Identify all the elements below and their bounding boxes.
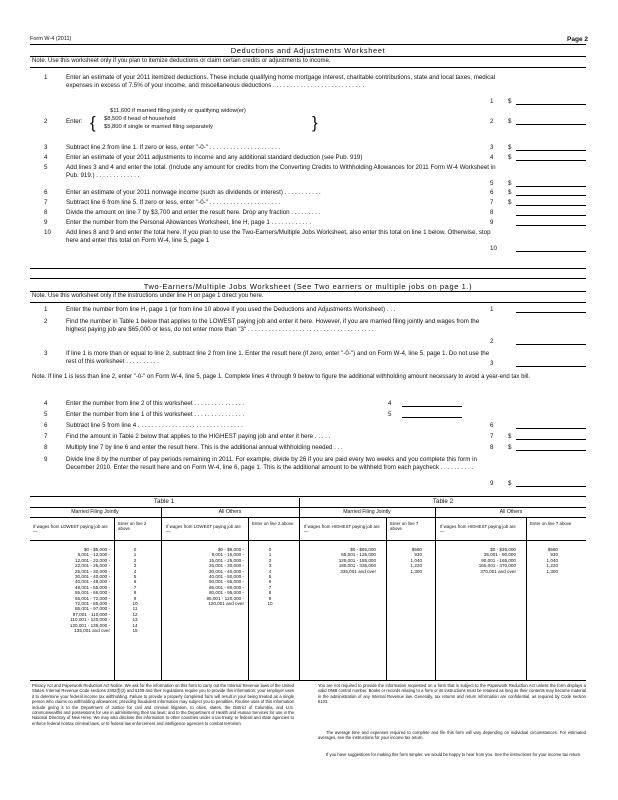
line-number: 2 bbox=[44, 118, 48, 125]
page-number: Page 2 bbox=[567, 36, 588, 43]
line-number: 3 bbox=[44, 350, 48, 357]
line-text: Subtract line 6 from line 5. If zero or less, enter "-0-" . . . . . . . . . . . . . . . . . . . . . bbox=[66, 199, 281, 206]
line-number: 7 bbox=[44, 433, 48, 440]
amount-field[interactable] bbox=[516, 189, 586, 196]
t2-mfj-wages: $0 - $65,000 65,001 - 125,000 125,001 - 185,000 185,001 - 335,000 335,001 and over bbox=[338, 547, 376, 574]
privacy-notice: Privacy Act and Paperwork Reduction Act Notice. We ask for the information on this form to carry out the Internal Revenue laws of the United States. Internal Revenue Code sections 3402(f)(2) and 6109 and their regulations require you to provide this information; your employer uses it to determine your federal income tax withholding. Failure to provide a properly completed form will result in your being treated as a single person who claims no withholding allowances; providing fraudulent information may subject you to penalties. Routine uses of this information include giving it to the Department of Justice for civil and criminal litigation, to cities, states, the District of Columbia, and U.S. commonwealths and possessions for use in administering their tax laws; and to the Department of Health and Human Services for use in the National Directory of New Hires. We may also disclose this information to other countries under a tax treaty, to federal and state agencies to enforce federal nontax criminal laws, or to federal law enforcement and intelligence agencies to combat terrorism. bbox=[32, 683, 294, 726]
right-line-number: 9 bbox=[490, 219, 494, 226]
line-text: Divide line 8 by the number of pay periods remaining in 2011. For example, divide by 26 if you are paid every two weeks and you complete this form in December 2010. Enter the result here and on Form W-4, line 6, page 1. This is the additional amount to be withheld from each paycheck . . . . . . . . . . bbox=[66, 456, 477, 471]
dollar-sign: $ bbox=[508, 118, 512, 125]
amount-field[interactable] bbox=[516, 444, 586, 451]
line-text: Add lines 8 and 9 and enter the total here. If you plan to use the Two-Earners/Multiple Jobs Worksheet, also enter this total on line 1 below. Otherwise, stop here and enter this total on Form W-4, line 5, page 1 bbox=[66, 229, 491, 244]
t2-mfj-enter-head: Enter on line 7 above bbox=[390, 521, 419, 532]
right-line-number: 1 bbox=[490, 306, 494, 313]
t1-oth-enter-head: Enter on line 2 above bbox=[252, 521, 294, 526]
two-note1: Note. Use this worksheet only if the instructions under line H on page 1 direct you here. bbox=[32, 293, 264, 299]
t2-mfj-wage-head: If wages from HIGHEST paying job are— bbox=[304, 524, 380, 535]
amount-field[interactable] bbox=[516, 306, 586, 313]
table2-title: Table 2 bbox=[432, 498, 454, 505]
ded-note: Note. Use this worksheet only if you plan to itemize deductions or claim certain credits or adjustments to income. bbox=[32, 58, 331, 64]
amount-field[interactable] bbox=[516, 338, 586, 345]
amount-field[interactable] bbox=[516, 360, 586, 367]
t1-oth-values: 0 1 2 3 4 5 6 7 8 9 10 bbox=[267, 547, 273, 607]
line-number: 2 bbox=[44, 318, 48, 325]
right-line-number: 10 bbox=[490, 245, 497, 252]
line-text: Divide the amount on line 7 by $3,700 and enter the result here. Drop any fraction . . . . . . . . . bbox=[66, 209, 321, 216]
amount-field[interactable] bbox=[516, 154, 586, 161]
right-line-number: 2 bbox=[490, 118, 494, 125]
right-line-number: 8 bbox=[490, 444, 494, 451]
time-notice: The average time and expenses required to complete and file this form will vary depending on individual circumstances. For estimated averages, see the instructions for your income tax return. bbox=[318, 730, 586, 741]
t2-oth-wage-head: If wages from HIGHEST paying job are— bbox=[440, 524, 516, 535]
amount-field[interactable] bbox=[516, 118, 586, 125]
right-line-number: 4 bbox=[490, 154, 494, 161]
brace-amount-hoh: $8,500 if head of household bbox=[104, 115, 176, 122]
line-text: Enter: bbox=[66, 118, 83, 125]
line-number: 10 bbox=[44, 229, 51, 236]
line-text: Enter an estimate of your 2011 nonwage income (such as dividends or interest) . . . . . . . . . . . bbox=[66, 189, 321, 196]
line-number: 1 bbox=[44, 306, 48, 313]
dollar-sign: $ bbox=[508, 199, 512, 206]
amount-field[interactable] bbox=[402, 400, 462, 407]
line-text: Find the number in Table 1 below that applies to the LOWEST paying job and enter it here. However, if you are married filing jointly and wages from the highest paying job are $65,000 or less, do not enter more than "3" . . . . . . . . . . . . . . . . . . . . . . . . . . . . . . . . . . . . . bbox=[66, 318, 480, 333]
dollar-sign: $ bbox=[508, 480, 512, 487]
right-line-number: 8 bbox=[490, 209, 494, 216]
t1-mfj-values: 0 1 2 3 4 5 6 7 8 9 10 11 12 13 14 15 bbox=[132, 547, 138, 634]
line-text: Subtract line 5 from line 4 . . . . . . . . . . . . . . . . . . . . . . . . . . . . . . . bbox=[66, 422, 243, 429]
amount-field[interactable] bbox=[516, 98, 586, 105]
amount-field[interactable] bbox=[402, 411, 462, 418]
t2-mfj-values: $560 930 1,040 1,220 1,300 bbox=[410, 547, 422, 574]
line-text: Enter an estimate of your 2011 itemized deductions. These include qualifying home mortgage interest, charitable contributions, state and local taxes, medical expenses in excess of 7.5% of your income, and miscellaneous deductions . . . . . . . . . . . . . . . . . . . . . . . . . . . bbox=[66, 74, 496, 89]
right-line-number: 6 bbox=[490, 189, 494, 196]
amount-field[interactable] bbox=[516, 219, 586, 226]
line-number: 6 bbox=[44, 422, 48, 429]
t2-oth-wages: $0 - $35,000 35,001 - 90,000 90,001 - 165,000 165,001 - 370,000 370,001 and over bbox=[478, 547, 516, 574]
dollar-sign: $ bbox=[508, 144, 512, 151]
line-number: 6 bbox=[44, 189, 48, 196]
dollar-sign: $ bbox=[508, 444, 512, 451]
brace-amount-single: $5,800 if single or married filing separately bbox=[104, 123, 213, 130]
amount-field[interactable] bbox=[516, 480, 586, 487]
t2-oth-enter-head: Enter on line 7 above bbox=[530, 521, 572, 526]
dollar-sign: $ bbox=[508, 98, 512, 105]
right-line-number: 3 bbox=[490, 360, 494, 367]
line-text: Enter the number from line 1 of this worksheet . . . . . . . . . . . . . . . bbox=[66, 411, 245, 418]
line-number: 7 bbox=[44, 199, 48, 206]
line-text: Find the amount in Table 2 below that applies to the HIGHEST paying job and enter it here . . . . . bbox=[66, 433, 331, 440]
right-line-number: 7 bbox=[490, 199, 494, 206]
line-number: 5 bbox=[44, 164, 48, 171]
line-number: 1 bbox=[44, 74, 48, 81]
line-text: Enter the number from line 2 of this worksheet . . . . . . . . . . . . . . . bbox=[66, 400, 245, 407]
line-number: 8 bbox=[44, 209, 48, 216]
line-text: If line 1 is more than or equal to line 2, subtract line 2 from line 1. Enter the result here (if zero, enter "-0-") and on Form W-4, line 5, page 1. Do not use the rest of this worksheet . . . . . . . . . . bbox=[66, 350, 490, 365]
line-number: 3 bbox=[44, 144, 48, 151]
table1-title: Table 1 bbox=[153, 498, 175, 505]
amount-field[interactable] bbox=[516, 180, 586, 187]
line-number: 8 bbox=[44, 444, 48, 451]
amount-field[interactable] bbox=[516, 209, 586, 216]
line-text: Enter the number from the Personal Allowances Worksheet, line H, page 1 . . . . . . . . . . . . bbox=[66, 219, 312, 226]
filing-status-brace: $11,600 if married filing jointly or qualifying widow(er) { } $8,500 if head of household $5,800 if single or married filing separately bbox=[66, 108, 386, 131]
two-note2: Note. If line 1 is less than line 2, enter "-0-" on Form W-4, line 5, page 1. Complete lines 4 through 9 below to figure the additional withholding amount necessary to avoid a year-end tax bill. bbox=[32, 374, 531, 380]
amount-field[interactable] bbox=[516, 144, 586, 151]
right-line-number: 7 bbox=[490, 433, 494, 440]
t1-oth-head: All Others bbox=[218, 509, 242, 515]
mid-line-number: 4 bbox=[388, 400, 392, 407]
dollar-sign: $ bbox=[508, 433, 512, 440]
amount-field[interactable] bbox=[516, 422, 586, 429]
t2-oth-head: All Others bbox=[499, 509, 523, 515]
right-line-number: 2 bbox=[490, 338, 494, 345]
ded-title: Deductions and Adjustments Worksheet bbox=[230, 46, 386, 55]
right-line-number: 6 bbox=[490, 422, 494, 429]
t1-mfj-head: Married Filing Jointly bbox=[71, 509, 119, 515]
paperwork-notice: You are not required to provide the information requested on a form that is subject to the Paperwork Reduction Act unless the form displays a valid OMB control number. Books or records relating to a form or its instructions must be retained as long as their contents may become material in the administration of any Internal Revenue law. Generally, tax returns and return information are confidential, as required by Code section 6103. bbox=[318, 683, 586, 705]
line-text: Enter the number from line H, page 1 (or from line 10 above if you used the Deductions and Adjustments Worksheet) . . . bbox=[66, 306, 396, 313]
t1-mfj-wage-head: If wages from LOWEST paying job are— bbox=[33, 524, 108, 535]
line-text: Add lines 3 and 4 and enter the total. (Include any amount for credits from the Converting Credits to Withholding Allowances for 2011 Form W-4 Worksheet in Pub. 919.) . . . . . . . . . . . . . bbox=[66, 164, 496, 179]
two-title: Two-Earners/Multiple Jobs Worksheet (See Two earners or multiple jobs on page 1.) bbox=[143, 282, 473, 291]
amount-field[interactable] bbox=[516, 245, 586, 252]
right-line-number: 9 bbox=[490, 480, 494, 487]
amount-field[interactable] bbox=[516, 433, 586, 440]
dollar-sign: $ bbox=[508, 189, 512, 196]
top-rule bbox=[30, 44, 586, 45]
t2-mfj-head: Married Filing Jointly bbox=[343, 509, 391, 515]
line-number: 9 bbox=[44, 219, 48, 226]
t1-oth-wage-head: If wages from LOWEST paying job are— bbox=[166, 524, 241, 535]
dollar-sign: $ bbox=[508, 180, 512, 187]
t1-mfj-wages: $0 - $5,000 - 5,001 - 12,000 - 12,001 - 22,000 - 22,001 - 25,000 - 25,001 - 30,000 - 30,001 - 40,000 - 40,001 - 48,000 - 48,001 - 55,000 - 55,001 - 65,000 - 65,001 - 72,000 - 72,001 - 85,000 - 85,001 - 97,000 - 97,001 - 110,000 - 110,001 - 120,000 - 120,001 - 135,000 - 135,001 and over bbox=[69, 547, 110, 634]
amount-field[interactable] bbox=[516, 199, 586, 206]
line-number: 9 bbox=[44, 456, 48, 463]
brace-amount-married: $11,600 if married filing jointly or qualifying widow(er) bbox=[110, 108, 246, 114]
line-text: Enter an estimate of your 2011 adjustments to income and any additional standard deduction (see Pub. 919) bbox=[66, 154, 363, 161]
line-number: 5 bbox=[44, 411, 48, 418]
right-line-number: 1 bbox=[490, 98, 494, 105]
t1-mfj-enter-head: Enter on line 2 above bbox=[118, 521, 147, 532]
right-line-number: 3 bbox=[490, 144, 494, 151]
form-id: Form W-4 (2011) bbox=[30, 36, 72, 42]
dollar-sign: $ bbox=[508, 154, 512, 161]
t1-oth-wages: $0 - $8,000 - 8,001 - 15,000 - 15,001 - 25,000 - 25,001 - 30,000 - 30,001 - 40,000 - 40,001 - 50,000 - 50,001 - 65,000 - 65,001 - 80,000 - 80,001 - 95,000 - 95,001 - 120,000 - 120,001 and over bbox=[206, 547, 244, 607]
suggestions-notice: If you have suggestions for making this form simpler, we would be happy to hear from you. See the instructions for your income tax return. bbox=[326, 752, 582, 757]
line-number: 4 bbox=[44, 400, 48, 407]
line-text: Multiply line 7 by line 6 and enter the result here. This is the additional annual withholding needed . . . bbox=[66, 444, 343, 451]
mid-line-number: 5 bbox=[388, 411, 392, 418]
line-number: 4 bbox=[44, 154, 48, 161]
line-text: Subtract line 2 from line 1. If zero or less, enter "-0-" . . . . . . . . . . . . . . . . . . . . . bbox=[66, 144, 281, 151]
right-line-number: 5 bbox=[490, 180, 494, 187]
t2-oth-values: $560 930 1,040 1,220 1,300 bbox=[546, 547, 558, 574]
